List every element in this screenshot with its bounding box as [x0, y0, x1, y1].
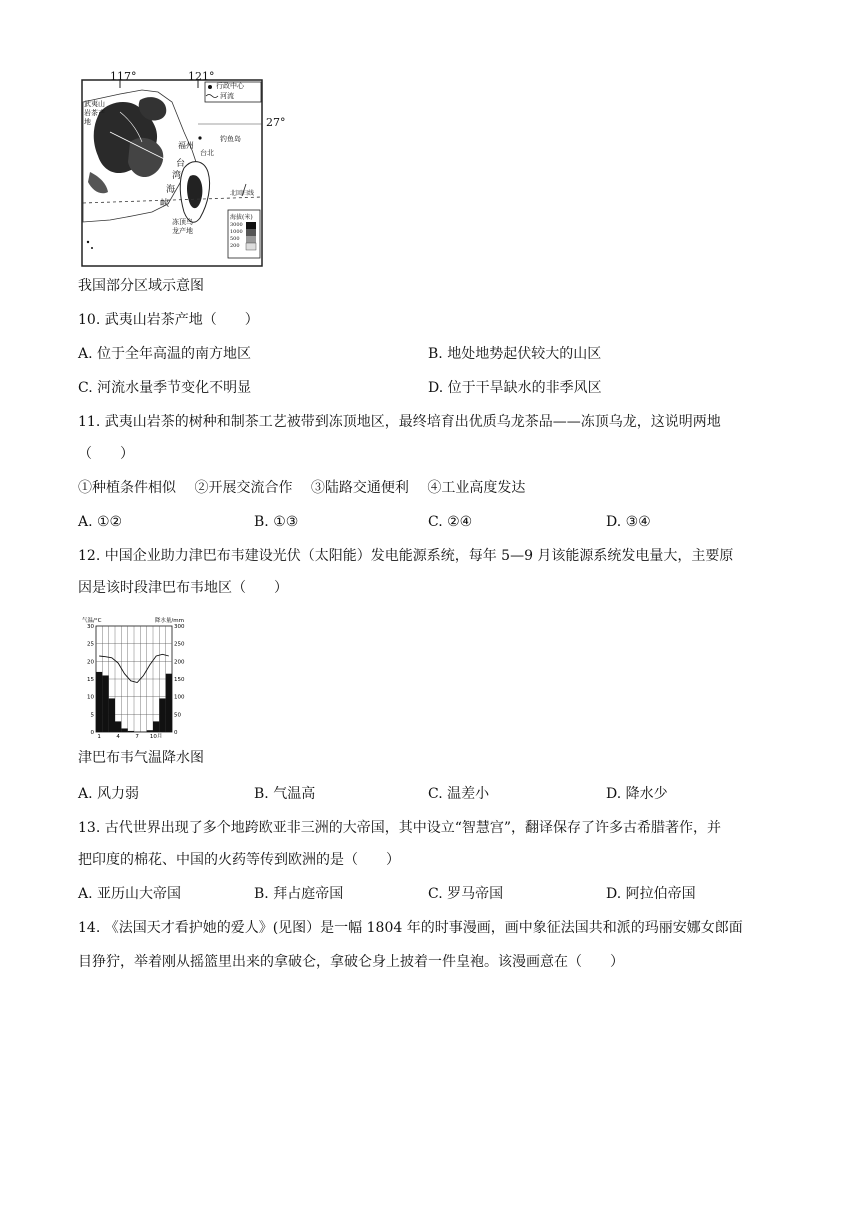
q10-option-b: B. 地处地势起伏较大的山区 — [428, 346, 602, 362]
q10-option-a: A. 位于全年高温的南方地区 — [78, 346, 252, 362]
legend-river: 河流 — [220, 92, 234, 100]
elevation-title: 海拔(米) — [230, 214, 253, 221]
q11-option-d: D. ③④ — [606, 514, 651, 530]
q13-option-c: C. 罗马帝国 — [428, 886, 504, 902]
q11-stem-line2: （ ） — [78, 446, 134, 462]
lon-label-121: 121° — [188, 70, 215, 83]
lat-label-27: 27° — [266, 116, 286, 129]
map-label-strait-4: 峡 — [160, 199, 170, 209]
q11-items: ①种植条件相似 ②开展交流合作 ③陆路交通便利 ④工业高度发达 — [78, 480, 526, 496]
map-label-tropic: 北回归线 — [230, 190, 255, 197]
q13-option-d: D. 阿拉伯帝国 — [606, 886, 696, 902]
map-label-fuzhou: 福州 — [178, 141, 194, 150]
q10-option-c: C. 河流水量季节变化不明显 — [78, 380, 252, 396]
q12-option-a: A. 风力弱 — [78, 786, 140, 802]
q10-option-d: D. 位于干旱缺水的非季风区 — [428, 380, 602, 396]
y-left-label: 气温/°C — [82, 618, 102, 624]
lon-label-117: 117° — [110, 70, 137, 83]
x-tick-10月: 10月 — [149, 734, 163, 738]
climate-chart-svg — [80, 614, 186, 738]
map-label-strait-3: 海 — [166, 185, 176, 195]
precip-bar-4 — [115, 721, 121, 732]
map-label-dongding: 冻顶乌龙产地 — [172, 218, 193, 235]
y-right-tick-300: 300 — [174, 624, 185, 630]
q14-stem-line2: 目狰狞，举着刚从摇篮里出来的拿破仑，拿破仑身上披着一件皇袍。该漫画意在（ ） — [78, 954, 624, 970]
region-map — [80, 70, 286, 268]
chart-caption: 津巴布韦气温降水图 — [78, 750, 204, 766]
y-left-tick-0: 0 — [90, 730, 94, 736]
precip-bar-3 — [109, 698, 115, 732]
precip-bar-12 — [166, 674, 172, 732]
map-caption: 我国部分区域示意图 — [78, 278, 204, 294]
q12-stem-line1: 12. 中国企业助力津巴布韦建设光伏（太阳能）发电能源系统，每年 5—9 月该能源系统发电量大，主要原 — [78, 548, 734, 564]
map-label-strait-1: 台 — [176, 159, 186, 169]
climate-chart — [80, 614, 186, 738]
y-left-tick-30: 30 — [87, 624, 94, 630]
y-right-tick-200: 200 — [174, 659, 185, 666]
precip-bar-5 — [121, 728, 127, 732]
y-left-tick-10: 10 — [87, 694, 94, 701]
y-left-tick-5: 5 — [90, 712, 94, 719]
elevation-1000: 1000 — [230, 229, 243, 235]
x-tick-4: 4 — [116, 734, 120, 738]
q12-stem-line2: 因是该时段津巴布韦地区（ ） — [78, 580, 288, 596]
q13-option-b: B. 拜占庭帝国 — [254, 886, 344, 902]
precip-bar-11 — [159, 698, 165, 732]
y-right-label: 降水量/mm — [154, 618, 184, 624]
q13-stem-line1: 13. 古代世界出现了多个地跨欧亚非三洲的大帝国，其中设立“智慧宫”，翻译保存了许多古希腊著作，并 — [78, 820, 722, 836]
q11-stem-line1: 11. 武夷山岩茶的树种和制茶工艺被带到冻顶地区，最终培育出优质乌龙茶品——冻顶乌龙，这说明两地 — [78, 414, 721, 430]
x-tick-7: 7 — [135, 734, 139, 738]
precip-bar-2 — [102, 675, 108, 732]
q11-option-a: A. ①② — [78, 514, 123, 530]
y-right-tick-100: 100 — [174, 694, 185, 701]
q12-option-b: B. 气温高 — [254, 786, 316, 802]
q13-option-a: A. 亚历山大帝国 — [78, 886, 182, 902]
q11-option-c: C. ②④ — [428, 514, 473, 530]
y-left-tick-15: 15 — [87, 677, 94, 683]
map-label-diaoyu: 钓鱼岛 — [220, 135, 241, 143]
precip-bar-10 — [153, 721, 159, 732]
map-label-wuyi: 武夷山岩茶产地 — [84, 100, 105, 126]
elevation-3000: 3000 — [230, 222, 243, 228]
elevation-200: 200 — [230, 243, 240, 249]
y-left-tick-25: 25 — [87, 641, 94, 648]
q14-stem-line1: 14. 《法国天才看护她的爱人》(见图）是一幅 1804 年的时事漫画，画中象征法国共和派的玛丽安娜女郎面 — [78, 920, 743, 936]
y-right-tick-150: 150 — [174, 677, 185, 683]
legend-admin-center: 行政中心 — [216, 82, 244, 90]
elevation-500: 500 — [230, 236, 240, 242]
q10-stem: 10. 武夷山岩茶产地（ ） — [78, 312, 259, 328]
q12-option-c: C. 温差小 — [428, 786, 490, 802]
map-label-strait-2: 湾 — [172, 171, 182, 181]
q13-stem-line2: 把印度的棉花、中国的火药等传到欧洲的是（ ） — [78, 852, 400, 868]
map-label-taibei: 台北 — [200, 149, 214, 157]
y-right-tick-50: 50 — [174, 712, 181, 719]
precip-bar-6 — [128, 731, 134, 732]
q11-option-b: B. ①③ — [254, 514, 299, 530]
y-right-tick-250: 250 — [174, 641, 185, 648]
q12-option-d: D. 降水少 — [606, 786, 668, 802]
y-left-tick-20: 20 — [87, 659, 94, 666]
x-tick-1: 1 — [97, 734, 101, 738]
precip-bar-9 — [147, 730, 153, 732]
precip-bar-1 — [96, 672, 102, 732]
y-right-tick-0: 0 — [174, 730, 178, 736]
